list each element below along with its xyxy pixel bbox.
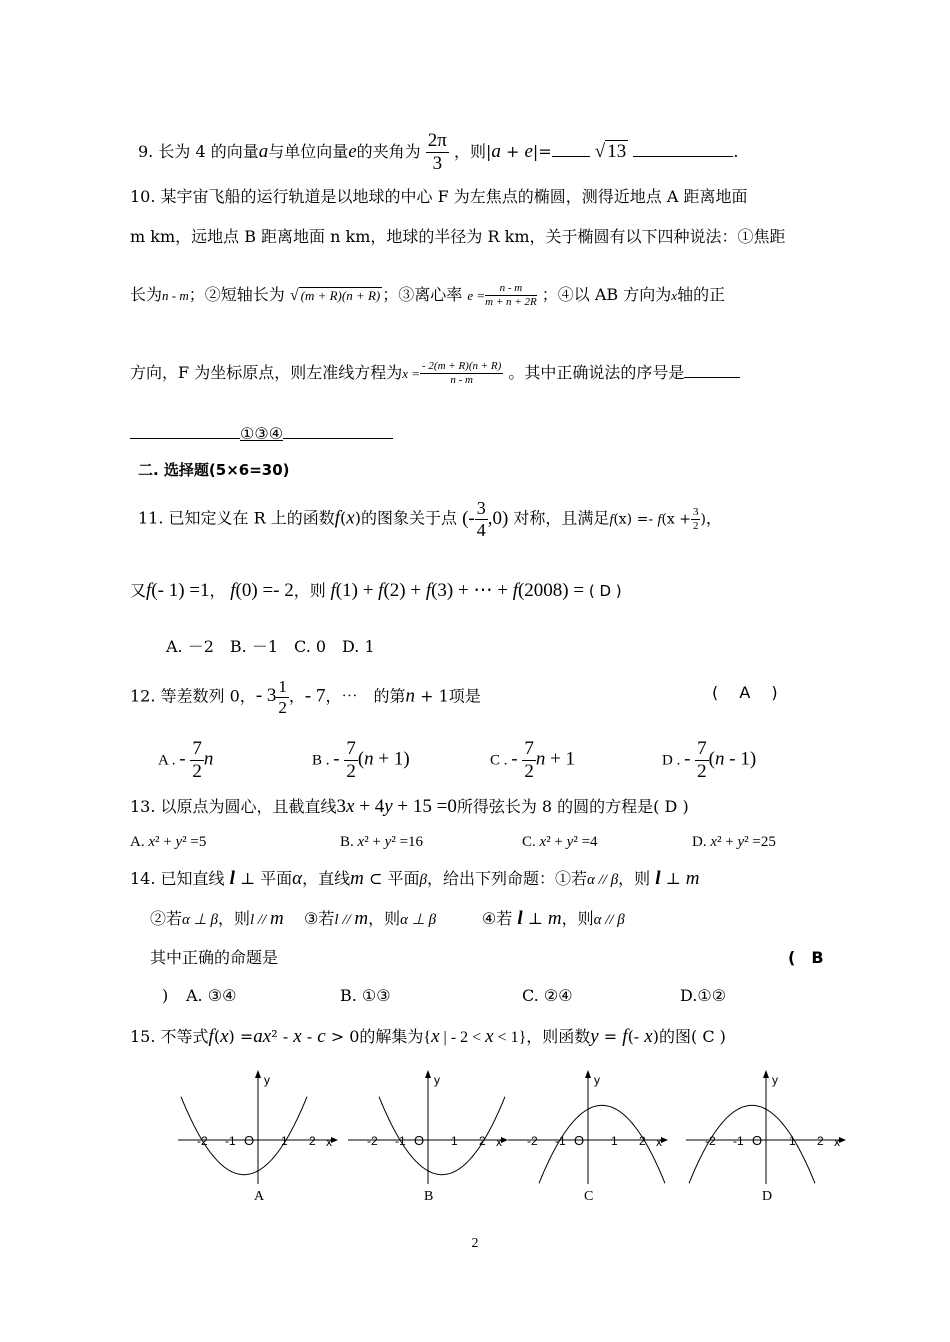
q14-option-d: D.①② — [680, 986, 727, 1005]
tick-label: -1 — [225, 1134, 236, 1148]
q14-line-3: 其中正确的命题是 — [150, 948, 279, 967]
q13-options: A. x² + y² =5 — [130, 834, 207, 850]
tick-label: 2 — [479, 1134, 486, 1148]
axis-y-label: y — [264, 1073, 270, 1087]
q10-eccentricity: $\frac{n - m}{m + n + 2R}$ — [485, 282, 537, 308]
graph-label: A — [254, 1189, 265, 1204]
q14-line-1: 14. 已知直线 l ⊥ 平面α，直线m ⊂ 平面β，给出下列命题：①若α // β，则 l ⊥ m — [130, 868, 700, 889]
graph-label: B — [424, 1189, 434, 1204]
tick-label: -2 — [705, 1134, 716, 1148]
tick-label: -2 — [197, 1134, 208, 1148]
q12-option-c: C . - $\frac{7}{2}$ n + 1 — [490, 738, 576, 782]
tick-label: -2 — [367, 1134, 378, 1148]
tick-label: 1 — [281, 1134, 288, 1148]
q10-line-4: 方向，F 为坐标原点，则左准线方程为x = $\frac{- 2(m + R)(n + R)}{n - m}$ 。其中正确说法的序号是 — [130, 360, 740, 387]
graph-panel-d — [686, 1070, 846, 1204]
q15-graphs — [170, 1066, 870, 1206]
q11-line-1: 11. 已知定义在 R 上的函数f(x)的图象关于点 (- $\frac{3}{4}$ ,0) 对称，且满足f(x) =- f(x + $\frac{3}{2}$ )， — [138, 498, 722, 540]
origin-label: O — [752, 1133, 763, 1148]
q14-option-b: B. ①③ — [340, 986, 391, 1005]
q10-answer: ①③④ — [240, 424, 284, 443]
parabola-curve — [379, 1097, 505, 1175]
q12-option-b: B . - $\frac{7}{2}$ (n + 1) — [312, 738, 410, 782]
q15-answer: C — [702, 1027, 715, 1046]
tick-label: -1 — [395, 1134, 406, 1148]
q10-line-1: 10. 某宇宙飞船的运行轨道是以地球的中心 F 为左焦点的椭圆，测得近地点 A 距离地面 — [130, 187, 748, 206]
q15-line: 15. 不等式f(x) =ax² - x - c > 0的解集为{x | - 2 < x < 1}，则函数y = f(- x)的图( C ) — [130, 1026, 726, 1047]
q13-answer: D — [664, 797, 678, 816]
q10-line-2: m km，远地点 B 距离地面 n km，地球的半径为 R km，关于椭圆有以下四种说法：①焦距 — [130, 227, 786, 246]
q12-answer: ( A ) — [712, 683, 778, 702]
q14-answer-open: ( B — [788, 948, 824, 967]
axis-x-label: x — [834, 1135, 840, 1149]
q11-line-2: 又f(- 1) =1， f(0) =- 2，则 f(1) + f(2) + f(3) + ⋯ + f(2008) = ( D ) — [130, 580, 622, 601]
origin-label: O — [414, 1133, 425, 1148]
q14-line-2: ②若α ⊥ β，则l // m ③若l // m，则α ⊥ β ④若 l ⊥ m，则α // β — [150, 908, 625, 929]
graph-panel-c — [508, 1070, 668, 1204]
tick-label: 2 — [309, 1134, 316, 1148]
tick-label: 1 — [789, 1134, 796, 1148]
q11-answer: ( D ) — [588, 582, 622, 600]
page-number: 2 — [471, 1236, 479, 1251]
q14-options: ) — [162, 986, 169, 1005]
graph-panel-a — [178, 1070, 338, 1204]
tick-label: -1 — [733, 1134, 744, 1148]
section-title: 二. 选择题(5×6=30) — [138, 461, 290, 479]
origin-label: O — [244, 1133, 255, 1148]
q13-option-d: D. x² + y² =25 — [692, 834, 776, 850]
tick-label: 1 — [451, 1134, 458, 1148]
q11-options: A. －2 B. －1 C. 0 D. 1 — [166, 637, 375, 656]
q10-line-3: 长为n - m；②短轴长为 √ (m + R)(n + R) ；③离心率 e = $\frac{n - m}{m + n + 2R}$ ；④以 AB 方向为x轴的正 — [130, 282, 726, 308]
q13-option-c: C. x² + y² =4 — [522, 834, 598, 850]
q9-answer: √ 13 — [594, 140, 627, 162]
axis-x-label: x — [326, 1135, 332, 1149]
axis-x-label: x — [496, 1135, 502, 1149]
q12-line: 12. 等差数列 0，- 3 $\frac{1}{2}$ ，- 7，⋯ 的第n + 1项是 — [130, 677, 481, 717]
axis-y-label: y — [772, 1073, 778, 1087]
q9-angle-fraction: $\frac{2\pi}{3}$ — [427, 130, 447, 174]
axis-x-label: x — [656, 1135, 662, 1149]
axis-y-label: y — [594, 1073, 600, 1087]
q14-option-c: C. ②④ — [522, 986, 573, 1005]
q12-option-a: A . - $\frac{7}{2}$ n — [158, 738, 214, 782]
tick-label: -1 — [555, 1134, 566, 1148]
origin-label: O — [574, 1133, 585, 1148]
tick-label: 1 — [611, 1134, 618, 1148]
q13-option-b: B. x² + y² =16 — [340, 834, 424, 850]
q12-option-d: D . - $\frac{7}{2}$ (n - 1) — [662, 738, 757, 782]
q10-directrix: $\frac{- 2(m + R)(n + R)}{n - m}$ — [422, 360, 502, 386]
q10-answer-line — [130, 424, 393, 443]
graph-label: D — [762, 1189, 773, 1204]
q9-line: 9. 长为 4 的向量a与单位向量e的夹角为 $\frac{2\pi}{3}$ ，则|a + e|= √ 13 . — [138, 130, 739, 174]
graph-panel-b — [348, 1070, 508, 1204]
parabola-curve — [539, 1105, 665, 1183]
q14-option-a: A. ③④ — [186, 986, 237, 1005]
q13-line: 13. 以原点为圆心，且截直线3x + 4y + 15 =0所得弦长为 8 的圆的方程是( D ) — [130, 796, 689, 817]
graph-label: C — [584, 1189, 594, 1204]
tick-label: 2 — [639, 1134, 646, 1148]
tick-label: 2 — [817, 1134, 824, 1148]
tick-label: -2 — [527, 1134, 538, 1148]
axis-y-label: y — [434, 1073, 440, 1087]
